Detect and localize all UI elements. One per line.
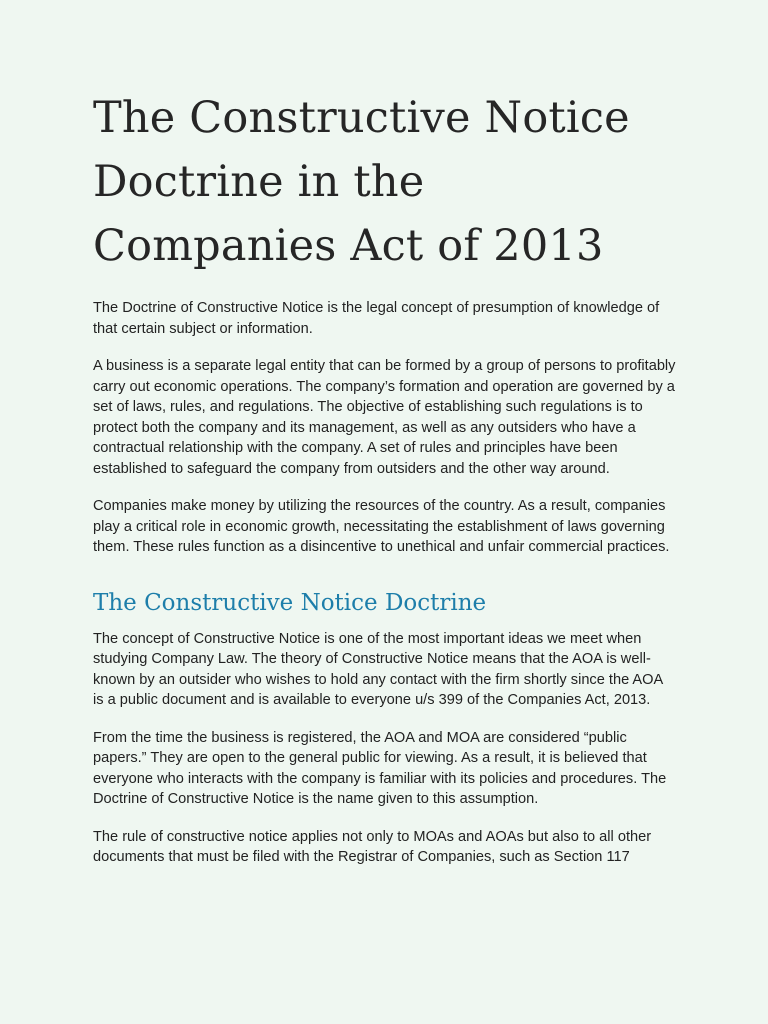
section-paragraph-2: From the time the business is registered, the AOA and MOA are considered “public papers.” They are open to the general public for viewing. As a result, it is believed that everyone who interacts with the company is familiar with its policies and procedures. The Doctrine of Constructive Notice is the name given to this assumption. <box>93 729 667 807</box>
section-paragraph-3: The rule of constructive notice applies not only to MOAs and AOAs but also to all other documents that must be filed with the Registrar of Companies, such as Section 117 <box>93 828 652 865</box>
section-paragraph-1: The concept of Constructive Notice is one of the most important ideas we meet when studying Company Law. The theory of Constructive Notice means that the AOA is well-known by an outsider who wishes to hold any contact with the firm shortly since the AOA is a public document and is available to everyone u/s 399 of the Companies Act, 2013. <box>93 630 663 708</box>
document-title: The Constructive Notice Doctrine in the Companies Act of 2013 <box>93 93 630 271</box>
title-block <box>93 86 676 278</box>
intro-paragraph-3: Companies make money by utilizing the resources of the country. As a result, companies play a critical role in economic growth, necessitating the establishment of laws governing them. These rules function as a disincentive to unethical and unfair commercial practices. <box>93 498 670 555</box>
intro-paragraph-1: The Doctrine of Constructive Notice is the legal concept of presumption of knowledge of that certain subject or information. <box>93 300 660 337</box>
section-heading: The Constructive Notice Doctrine <box>93 589 487 616</box>
intro-paragraph-2: A business is a separate legal entity that can be formed by a group of persons to profitably carry out economic operations. The company’s formation and operation are governed by a set of laws, rules, and regulations. The objective of establishing such regulations is to protect both the company and its management, as well as any outsiders who have a contractual relationship with the company. A set of rules and principles have been established to safeguard the company from outsiders and the other way around. <box>93 358 676 477</box>
